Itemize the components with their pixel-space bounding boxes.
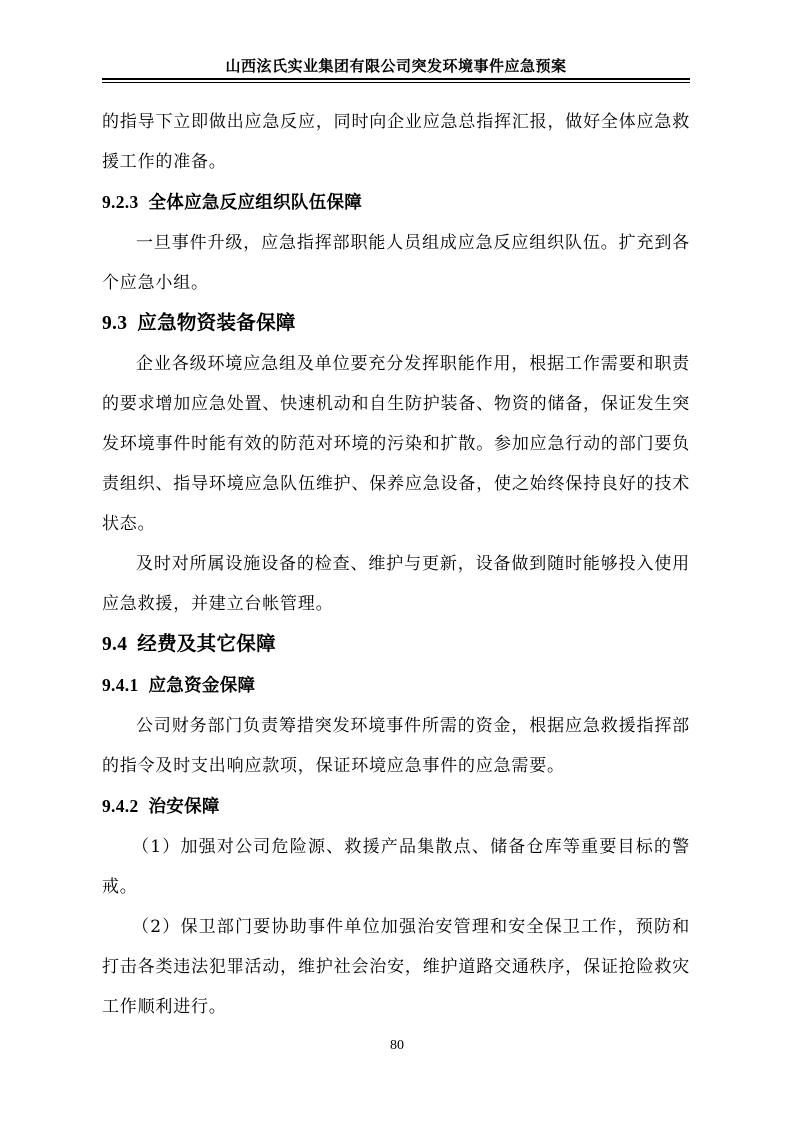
header-rule-thick [102, 78, 690, 80]
section-title: 应急物资装备保障 [137, 311, 296, 334]
section-heading-9-3 [102, 303, 690, 344]
list-paragraph: （1）加强对公司危险源、救援产品集散点、储备仓库等重要目标的警戒。 [102, 837, 690, 897]
section-number: 9.4.2 [102, 796, 139, 816]
section-heading-9-4 [102, 624, 690, 665]
section-number: 9.4 [102, 634, 128, 655]
section-title: 全体应急反应组织队伍保障 [148, 193, 363, 213]
section-heading-9-4-1 [102, 665, 690, 706]
section-heading-9-2-3 [102, 182, 690, 223]
page-number: 80 [390, 1038, 404, 1053]
section-title: 经费及其它保障 [137, 632, 276, 655]
list-paragraph: （2）保卫部门要协助事件单位加强治安管理和安全保卫工作，预防和打击各类违法犯罪活动，维护社会治安，维护道路交通秩序，保证抢险救灾工作顺利进行。 [102, 917, 690, 1017]
paragraph: 的指导下立即做出应急反应，同时向企业应急总指挥汇报，做好全体应急救援工作的准备。 [102, 112, 690, 172]
paragraph: 公司财务部门负责筹措突发环境事件所需的资金，根据应急救援指挥部的指令及时支出响应款项，保证环境应急事件的应急需要。 [102, 716, 690, 776]
section-title: 应急资金保障 [148, 676, 256, 696]
section-number: 9.4.1 [102, 675, 139, 695]
section-number: 9.3 [102, 313, 128, 334]
paragraph: 一旦事件升级，应急指挥部职能人员组成应急反应组织队伍。扩充到各个应急小组。 [102, 233, 690, 293]
section-number: 9.2.3 [102, 192, 139, 212]
header-rule-thin [102, 82, 690, 83]
running-header: 山西泫氏实业集团有限公司突发环境事件应急预案 [225, 57, 567, 75]
paragraph: 及时对所属设施设备的检查、维护与更新，设备做到随时能够投入使用应急救援，并建立台帐管理。 [102, 554, 690, 614]
section-title: 治安保障 [148, 797, 220, 817]
section-heading-9-4-2 [102, 786, 690, 827]
paragraph: 企业各级环境应急组及单位要充分发挥职能作用，根据工作需要和职责的要求增加应急处置、快速机动和自生防护装备、物资的储备，保证发生突发环境事件时能有效的防范对环境的污染和扩散。参加应急行动的部门要负责组织、指导环境应急队伍维护、保养应急设备，使之始终保持良好的技术状态。 [102, 354, 690, 534]
document-body [102, 102, 690, 1027]
